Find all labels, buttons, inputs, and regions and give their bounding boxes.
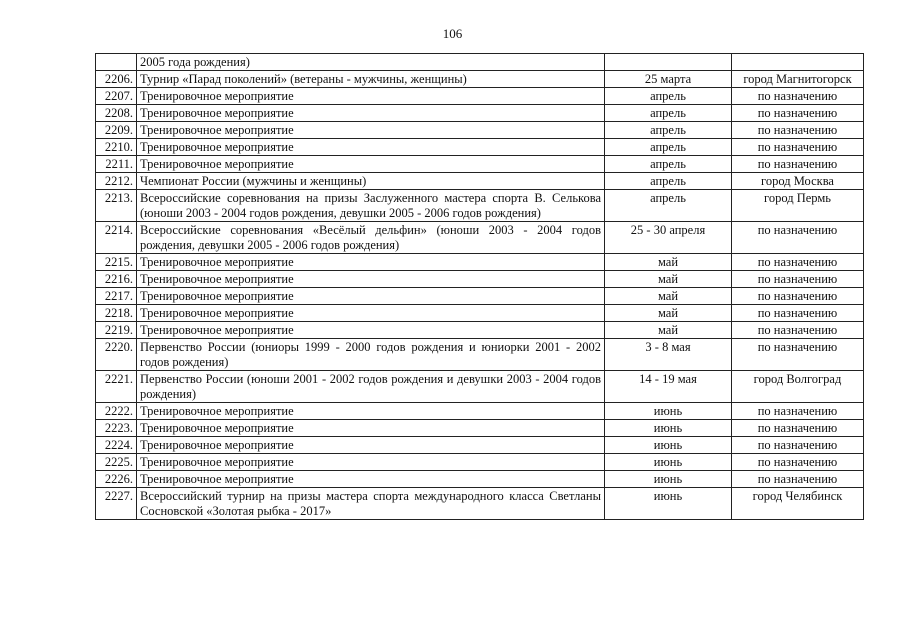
row-number: 2217. <box>96 288 137 305</box>
event-name: Всероссийские соревнования на призы Заслуженного мастера спорта В. Селькова (юноши 2003 - 2004 годов рождения, девушки 2005 - 2006 годов рождения) <box>137 190 605 222</box>
event-date: май <box>605 305 732 322</box>
event-date: 3 - 8 мая <box>605 339 732 371</box>
event-place: город Москва <box>732 173 864 190</box>
page-number: 106 <box>442 26 463 41</box>
event-place: по назначению <box>732 122 864 139</box>
event-place: по назначению <box>732 88 864 105</box>
row-number: 2223. <box>96 420 137 437</box>
event-place: по назначению <box>732 471 864 488</box>
schedule-table <box>95 53 864 520</box>
event-place: по назначению <box>732 105 864 122</box>
table-row <box>96 339 864 371</box>
event-name: Всероссийские соревнования «Весёлый дельфин» (юноши 2003 - 2004 годов рождения, девушки 2005 - 2006 годов рождения) <box>137 222 605 254</box>
event-place: по назначению <box>732 288 864 305</box>
table-row <box>96 288 864 305</box>
event-name: Тренировочное мероприятие <box>137 403 605 420</box>
table-row <box>96 488 864 520</box>
row-number <box>96 54 137 71</box>
event-date: апрель <box>605 88 732 105</box>
event-name: Турнир «Парад поколений» (ветераны - мужчины, женщины) <box>137 71 605 88</box>
event-date: апрель <box>605 139 732 156</box>
event-place: по назначению <box>732 403 864 420</box>
event-name: Тренировочное мероприятие <box>137 454 605 471</box>
event-date: май <box>605 254 732 271</box>
row-number: 2221. <box>96 371 137 403</box>
event-name: Тренировочное мероприятие <box>137 420 605 437</box>
event-date: июнь <box>605 471 732 488</box>
event-name: Тренировочное мероприятие <box>137 156 605 173</box>
table-row <box>96 222 864 254</box>
event-date: апрель <box>605 190 732 222</box>
event-name: Тренировочное мероприятие <box>137 105 605 122</box>
event-place: город Магнитогорск <box>732 71 864 88</box>
table-row <box>96 371 864 403</box>
event-name: Тренировочное мероприятие <box>137 471 605 488</box>
row-number: 2220. <box>96 339 137 371</box>
event-place: по назначению <box>732 156 864 173</box>
row-number: 2209. <box>96 122 137 139</box>
table-row <box>96 305 864 322</box>
event-place: по назначению <box>732 454 864 471</box>
event-name: Всероссийский турнир на призы мастера спорта международного класса Светланы Сосновской «Золотая рыбка - 2017» <box>137 488 605 520</box>
event-date: апрель <box>605 122 732 139</box>
row-number: 2206. <box>96 71 137 88</box>
event-name: Первенство России (юноши 2001 - 2002 годов рождения и девушки 2003 - 2004 годов рождения) <box>137 371 605 403</box>
row-number: 2218. <box>96 305 137 322</box>
event-place: по назначению <box>732 339 864 371</box>
event-date: апрель <box>605 173 732 190</box>
event-name: Тренировочное мероприятие <box>137 139 605 156</box>
event-place: по назначению <box>732 139 864 156</box>
schedule-rows <box>96 54 864 520</box>
event-name: Первенство России (юниоры 1999 - 2000 годов рождения и юниорки 2001 - 2002 годов рождения) <box>137 339 605 371</box>
row-number: 2212. <box>96 173 137 190</box>
event-name: Тренировочное мероприятие <box>137 271 605 288</box>
event-date: 25 марта <box>605 71 732 88</box>
table-row <box>96 139 864 156</box>
event-date: апрель <box>605 105 732 122</box>
row-number: 2211. <box>96 156 137 173</box>
event-name: 2005 года рождения) <box>137 54 605 71</box>
event-place: город Челябинск <box>732 488 864 520</box>
row-number: 2213. <box>96 190 137 222</box>
event-name: Тренировочное мероприятие <box>137 322 605 339</box>
table-row <box>96 437 864 454</box>
event-place: по назначению <box>732 305 864 322</box>
event-place: по назначению <box>732 420 864 437</box>
event-name: Тренировочное мероприятие <box>137 88 605 105</box>
event-name: Чемпионат России (мужчины и женщины) <box>137 173 605 190</box>
row-number: 2214. <box>96 222 137 254</box>
event-name: Тренировочное мероприятие <box>137 122 605 139</box>
row-number: 2222. <box>96 403 137 420</box>
event-place: город Пермь <box>732 190 864 222</box>
table-row <box>96 420 864 437</box>
table-row <box>96 71 864 88</box>
event-place: по назначению <box>732 222 864 254</box>
event-place: город Волгоград <box>732 371 864 403</box>
event-place <box>732 54 864 71</box>
row-number: 2227. <box>96 488 137 520</box>
table-row <box>96 105 864 122</box>
table-row <box>96 471 864 488</box>
row-number: 2226. <box>96 471 137 488</box>
table-row <box>96 403 864 420</box>
event-name: Тренировочное мероприятие <box>137 254 605 271</box>
event-name: Тренировочное мероприятие <box>137 305 605 322</box>
table-row <box>96 88 864 105</box>
event-date: апрель <box>605 156 732 173</box>
table-row <box>96 454 864 471</box>
row-number: 2210. <box>96 139 137 156</box>
event-date: май <box>605 322 732 339</box>
table-row <box>96 271 864 288</box>
event-date: июнь <box>605 437 732 454</box>
event-date <box>605 54 732 71</box>
row-number: 2219. <box>96 322 137 339</box>
event-name: Тренировочное мероприятие <box>137 437 605 454</box>
event-date: май <box>605 288 732 305</box>
table-row <box>96 254 864 271</box>
row-number: 2207. <box>96 88 137 105</box>
event-date: 25 - 30 апреля <box>605 222 732 254</box>
table-row <box>96 54 864 71</box>
event-place: по назначению <box>732 437 864 454</box>
event-name: Тренировочное мероприятие <box>137 288 605 305</box>
row-number: 2224. <box>96 437 137 454</box>
event-date: 14 - 19 мая <box>605 371 732 403</box>
row-number: 2215. <box>96 254 137 271</box>
table-row <box>96 190 864 222</box>
table-row <box>96 322 864 339</box>
event-date: июнь <box>605 403 732 420</box>
event-date: июнь <box>605 454 732 471</box>
event-date: май <box>605 271 732 288</box>
event-place: по назначению <box>732 271 864 288</box>
event-place: по назначению <box>732 254 864 271</box>
row-number: 2216. <box>96 271 137 288</box>
event-place: по назначению <box>732 322 864 339</box>
table-row <box>96 122 864 139</box>
table-row <box>96 156 864 173</box>
table-row <box>96 173 864 190</box>
event-date: июнь <box>605 488 732 520</box>
row-number: 2208. <box>96 105 137 122</box>
row-number: 2225. <box>96 454 137 471</box>
event-date: июнь <box>605 420 732 437</box>
